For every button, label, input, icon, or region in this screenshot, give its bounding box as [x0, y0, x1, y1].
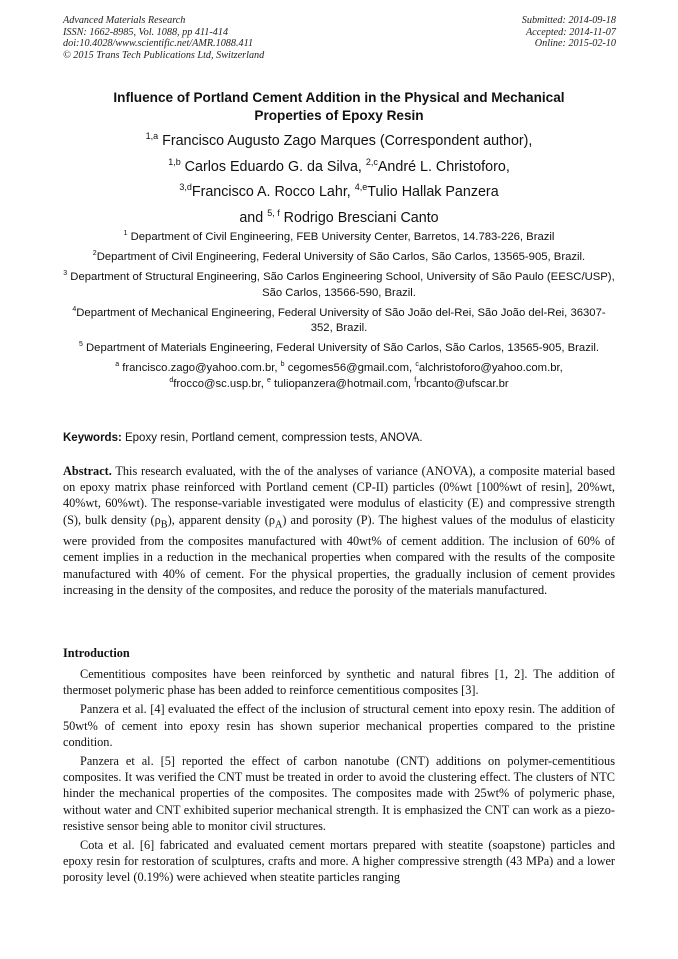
affiliation-item [63, 270, 615, 300]
abstract-label: Abstract. [63, 464, 112, 478]
affiliation-text: Department of Structural Engineering, São Carlos Engineering School, University of São Paulo (EESC/USP), São Carlos, 13566-590, Brazil. [67, 271, 615, 299]
issn-line: ISSN: 1662-8985, Vol. 1088, pp 411-414 [63, 26, 229, 38]
abstract-text: ) and porosity (P). The highest values of the modulus of elasticity were provided from the composites manufactured with 40wt% of cement addition. The inclusion of 60% of cement implies in a reduction in the mechanical properties when compared with the results of the composite manufactured with 40% of cement. For the physical properties, the gradually inclusion of cement provides increasing in the density of the composites, and reduce the porosity of the materials manufactured. [63, 512, 615, 597]
affiliation-text: Department of Mechanical Engineering, Federal University of São João del-Rei, São João del-Rei, 36307-352, Brazil. [76, 306, 606, 335]
journal-name: Advanced Materials Research [63, 15, 186, 26]
paragraph: Cota et al. [6] fabricated and evaluated cement mortars prepared with steatite (soapstone) particles and epoxy resin for restoration of sculptures, crafts and more. A higher compressive strength (43 MPa) and a lower porosity level (0.19%) were achieved when steatite particles ranging [63, 838, 615, 885]
email-address[interactable]: rbcanto@ufscar.br [416, 377, 509, 390]
introduction-body [63, 666, 615, 889]
author-name: Carlos Eduardo G. da Silva, [180, 158, 366, 175]
email-address[interactable]: frocco@sc.usp.br, [173, 377, 267, 390]
author-marker: 5, f [267, 207, 280, 218]
abstract-text: ), apparent density (ρ [167, 512, 275, 527]
email-marker: b [280, 361, 285, 369]
email-marker: a [115, 361, 120, 369]
email-line-1 [63, 361, 615, 376]
keywords-label: Keywords: [63, 432, 122, 444]
affiliation-number: 3 [63, 270, 68, 278]
affiliation-number: 2 [92, 250, 97, 258]
email-address[interactable]: cegomes56@gmail.com, [284, 362, 416, 375]
author-marker: 2,c [365, 156, 378, 167]
paragraph: Panzera et al. [4] evaluated the effect of the inclusion of structural cement into epoxy resin. The addition of 50wt% of cement into epoxy resin has shown superior mechanical properties compared to the pristine condition. [63, 702, 615, 749]
author-name: Francisco Augusto Zago Marques (Correspondent author), [158, 133, 533, 149]
affiliation-item [63, 250, 615, 265]
email-address[interactable]: tuliopanzera@hotmail.com, [270, 377, 415, 390]
affiliation-item [63, 306, 615, 336]
author-marker: 1,b [168, 156, 181, 167]
affiliation-number: 5 [78, 341, 83, 349]
submitted-date: Submitted: 2014-09-18 [521, 15, 616, 26]
author-emails [63, 361, 615, 391]
author-line-4 [63, 206, 615, 232]
email-line-2 [63, 377, 615, 392]
accepted-date: Accepted: 2014-11-07 [525, 26, 616, 38]
author-line-1 [63, 129, 615, 155]
affiliation-item [63, 341, 615, 356]
author-marker: 3,d [179, 182, 192, 192]
affiliation-item [63, 230, 615, 245]
doi-line[interactable]: doi:10.4028/www.scientific.net/AMR.1088.411 [63, 38, 254, 50]
author-name: Rodrigo Bresciani Canto [279, 209, 439, 226]
email-address[interactable]: francisco.zago@yahoo.com.br, [119, 362, 281, 375]
author-line-3 [63, 180, 615, 206]
keywords [63, 431, 615, 446]
paragraph: Cementitious composites have been reinforced by synthetic and natural fibres [1, 2]. The addition of thermoset polymeric phase has been added to reinforce cementitious composites [3]. [63, 667, 615, 698]
author-list [63, 129, 615, 231]
author-conjunction: and [239, 209, 268, 226]
subscript: B [160, 519, 168, 531]
title-line-1: Influence of Portland Cement Addition in the Physical and Mechanical [113, 90, 565, 105]
author-marker: 1,a [145, 131, 159, 141]
affiliation-number: 4 [72, 305, 77, 313]
author-name: Tulio Hallak Panzera [367, 184, 499, 200]
keywords-text: Epoxy resin, Portland cement, compression tests, ANOVA. [121, 432, 423, 444]
author-line-2 [63, 155, 615, 181]
subscript: A [274, 519, 283, 531]
title-line-2: Properties of Epoxy Resin [254, 108, 424, 123]
dates-header [522, 15, 616, 50]
email-marker: c [415, 361, 419, 369]
paragraph: Panzera et al. [5] reported the effect of carbon nanotube (CNT) additions on polymer-cementitious composites. It was verified the CNT must be treated in order to avoid the clustering effect. The clusters of NTC hinder the mechanical properties of the composites. The composites made with 25wt% of polymeric phase, without water and CNT exhibited superior mechanical strength. It is emphasized the CNT can work as a piezo-resistive sensor being able to monitor civil structures. [63, 754, 615, 833]
abstract [63, 463, 615, 598]
email-address[interactable]: alchristoforo@yahoo.com.br, [418, 362, 563, 375]
author-name: Francisco A. Rocco Lahr, [191, 184, 355, 200]
affiliation-text: Department of Civil Engineering, Federal University of São Carlos, São Carlos, 13565-905, Brazil. [96, 251, 586, 264]
email-marker: d [169, 376, 174, 384]
section-heading: Introduction [63, 646, 130, 660]
author-marker: 4,e [354, 182, 368, 192]
author-name: André L. Christoforo, [377, 158, 510, 175]
affiliation-text: Department of Materials Engineering, Federal University of São Carlos, São Carlos, 13565-905, Brazil. [82, 342, 600, 355]
affiliation-number: 1 [123, 230, 128, 237]
abstract-text: This research evaluated, with the of the analyses of variance (ANOVA), a composite material based on epoxy matrix phase reinforced with Portland cement (CP-II) particles (0%wt [100%wt of resin], 20%wt, 40%wt, 60%wt). The response-variable investigated were modulus of elasticity (E) and compressive strength (S), bulk density (ρ [63, 464, 615, 527]
email-marker: f [414, 376, 417, 384]
affiliations [63, 230, 615, 392]
online-date: Online: 2015-02-10 [534, 38, 616, 50]
journal-header [63, 15, 264, 61]
copyright-line: © 2015 Trans Tech Publications Ltd, Switzerland [63, 49, 265, 61]
affiliation-text: Department of Civil Engineering, FEB University Center, Barretos, 14.783-226, Brazil [127, 231, 555, 243]
paper-title [63, 89, 615, 125]
email-marker: e [266, 376, 271, 384]
